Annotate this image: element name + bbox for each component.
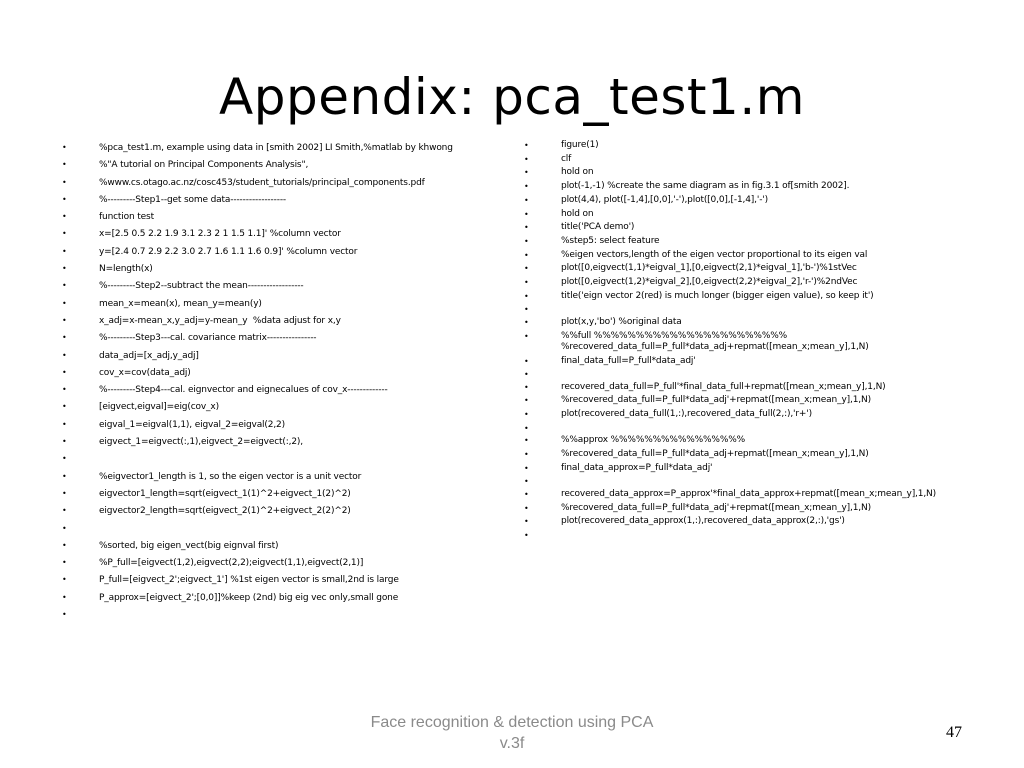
right-code-line-item <box>524 395 964 406</box>
right-code-line-item-text: plot([0,eigvect(1,1)*eigval_1],[0,eigvect(2,1)*eigval_1],'b-')%1stVec <box>561 263 857 274</box>
right-code-line-item <box>524 463 964 474</box>
right-code-line-item <box>524 263 964 274</box>
bullet-icon: • <box>524 423 529 433</box>
right-code-line-item-text: plot(recovered_data_approx(1,:),recovered_data_approx(2,:),'gs') <box>561 516 845 527</box>
left-code-line-item <box>62 540 502 553</box>
bullet-icon: • <box>524 517 529 527</box>
right-code-line-item <box>524 222 964 233</box>
right-code-line-item <box>524 503 964 514</box>
right-code-line-item <box>524 331 964 353</box>
right-code-line-item-text: recovered_data_full=P_full'*final_data_full+repmat([mean_x;mean_y],1,N) <box>561 381 886 392</box>
right-code-line-item-text: hold on <box>561 167 594 178</box>
right-code-line-item-text: plot(-1,-1) %create the same diagram as in fig.3.1 of[smith 2002]. <box>561 181 850 192</box>
left-code-line-item <box>62 557 502 570</box>
bullet-icon: • <box>62 177 67 187</box>
right-code-line-item <box>524 209 964 220</box>
bullet-icon: • <box>62 454 67 464</box>
page-number: 47 <box>946 724 962 741</box>
right-code-line-item-text: %recovered_data_full=P_full*data_adj'+repmat([mean_x;mean_y],1,N) <box>561 502 871 513</box>
left-code-line-item <box>62 177 502 190</box>
right-code-line-item-text: hold on <box>561 208 594 219</box>
left-code-line-item-text: y=[2.4 0.7 2.9 2.2 3.0 2.7 1.6 1.1 1.6 0.9]' %column vector <box>99 246 358 257</box>
left-code-line-item-text: eigvector2_length=sqrt(eigvect_2(1)^2+eigvect_2(2)^2) <box>99 506 351 517</box>
left-code-line-item-text: function test <box>99 212 154 223</box>
left-code-line-item <box>62 436 502 449</box>
left-code-line-item <box>62 246 502 259</box>
bullet-icon: • <box>62 333 67 343</box>
bullet-icon: • <box>524 410 529 420</box>
right-code-line-item <box>524 449 964 460</box>
right-code-line-item <box>524 516 964 527</box>
left-code-line-item <box>62 453 502 466</box>
left-code-line-item-text: data_adj=[x_adj,y_adj] <box>99 350 199 361</box>
left-code-line-item-text: eigvector1_length=sqrt(eigvect_1(1)^2+eigvect_1(2)^2) <box>99 488 351 499</box>
left-code-line-item <box>62 211 502 224</box>
left-code-line-item <box>62 194 502 207</box>
bullet-icon: • <box>524 236 529 246</box>
bullet-icon: • <box>524 154 529 164</box>
bullet-icon: • <box>524 209 529 219</box>
bullet-icon: • <box>62 350 67 360</box>
left-code-line-item <box>62 384 502 397</box>
right-code-line-item-text: plot(x,y,'bo') %original data <box>561 316 682 327</box>
left-code-line-item <box>62 592 502 605</box>
right-code-line-item <box>524 356 964 367</box>
bullet-icon: • <box>62 229 67 239</box>
right-code-line-item <box>524 291 964 302</box>
bullet-icon: • <box>62 419 67 429</box>
left-code-line-item-text: x=[2.5 0.5 2.2 1.9 3.1 2.3 2 1 1.5 1.1]' %column vector <box>99 229 341 240</box>
left-code-line-item-text: %pca_test1.m, example using data in [smith 2002] LI Smith,%matlab by khwong <box>99 143 453 153</box>
left-code-line-item-text: %P_full=[eigvect(1,2),eigvect(2,2);eigvect(1,1),eigvect(2,1)] <box>99 558 364 569</box>
bullet-icon: • <box>62 160 67 170</box>
right-code-line-item <box>524 530 964 540</box>
bullet-icon: • <box>62 194 67 204</box>
left-code-line-item-text: mean_x=mean(x), mean_y=mean(y) <box>99 298 262 309</box>
right-code-line-item <box>524 277 964 288</box>
left-code-line-item-text: x_adj=x-mean_x,y_adj=y-mean_y %data adjust for x,y <box>99 315 341 326</box>
right-code-line-item-text: figure(1) <box>561 140 599 150</box>
left-code-line-item <box>62 298 502 311</box>
bullet-icon: • <box>62 610 67 620</box>
left-code-line-item <box>62 609 502 622</box>
bullet-icon: • <box>62 523 67 533</box>
bullet-icon: • <box>524 370 529 380</box>
right-code-line-item <box>524 382 964 393</box>
left-code-line-item <box>62 574 502 587</box>
bullet-icon: • <box>62 143 67 152</box>
right-code-line-item-text: %%full %%%%%%%%%%%%%%%%%%%%%%% %recovered_data_full=P_full*data_adj+repmat([mean_x;mean_y],1,N) <box>561 330 869 352</box>
left-code-line-item-text: %"A tutorial on Principal Components Analysis", <box>99 160 309 171</box>
left-code-line-item-text: %---------Step4---cal. eignvector and eignecalues of cov_x------------- <box>99 385 388 396</box>
left-code-line-item <box>62 228 502 241</box>
bullet-icon: • <box>524 291 529 301</box>
bullet-icon: • <box>62 488 67 498</box>
left-code-line-item <box>62 280 502 293</box>
bullet-icon: • <box>524 331 529 341</box>
right-code-line-item <box>524 181 964 192</box>
left-code-line-item-text: %---------Step1--get some data------------------ <box>99 194 287 205</box>
left-code-line-item-text: %www.cs.otago.ac.nz/cosc453/student_tutorials/principal_components.pdf <box>99 177 425 188</box>
right-code-line-item <box>524 167 964 178</box>
left-code-line-item <box>62 315 502 328</box>
right-code-line-item-text: title('eign vector 2(red) is much longer (bigger eigen value), so keep it') <box>561 290 874 301</box>
left-code-line-item-text: %---------Step3---cal. covariance matrix---------------- <box>99 333 317 344</box>
bullet-icon: • <box>62 281 67 291</box>
left-code-line-item <box>62 505 502 518</box>
right-code-line-item-text: plot(4,4), plot([-1,4],[0,0],'-'),plot([0,0],[-1,4],'-') <box>561 194 768 205</box>
left-code-line-item <box>62 159 502 172</box>
bullet-icon: • <box>62 367 67 377</box>
right-code-line-item <box>524 476 964 486</box>
bullet-icon: • <box>62 298 67 308</box>
bullet-icon: • <box>62 471 67 481</box>
left-code-line-item-text: %sorted, big eigen_vect(big eignval first) <box>99 540 279 551</box>
bullet-icon: • <box>524 223 529 233</box>
left-code-line-item-text: %eigvector1_length is 1, so the eigen vector is a unit vector <box>99 471 362 482</box>
right-code-line-item <box>524 435 964 446</box>
bullet-icon: • <box>524 278 529 288</box>
bullet-icon: • <box>524 168 529 178</box>
right-code-line-item-text: %%approx %%%%%%%%%%%%%%%% <box>561 435 746 446</box>
bullet-icon: • <box>524 503 529 513</box>
bullet-icon: • <box>524 396 529 406</box>
left-code-line-item <box>62 471 502 484</box>
bullet-icon: • <box>524 463 529 473</box>
left-code-line-item-text: cov_x=cov(data_adj) <box>99 367 191 378</box>
bullet-icon: • <box>524 250 529 260</box>
right-code-line-item <box>524 250 964 261</box>
left-code-line-item <box>62 488 502 501</box>
left-code-line-item-text: N=length(x) <box>99 264 153 275</box>
left-code-line-item-text: eigvect_1=eigvect(:,1),eigvect_2=eigvect(:,2), <box>99 437 304 448</box>
bullet-icon: • <box>62 385 67 395</box>
left-code-line-item <box>62 263 502 276</box>
left-code-line-item-text: [eigvect,eigval]=eig(cov_x) <box>99 402 219 413</box>
right-code-list <box>524 140 964 543</box>
right-code-line-item-text: plot([0,eigvect(1,2)*eigval_2],[0,eigvect(2,2)*eigval_2],'r-')%2ndVec <box>561 277 858 288</box>
bullet-icon: • <box>524 436 529 446</box>
right-code-line-item <box>524 236 964 247</box>
right-code-line-item-text: recovered_data_approx=P_approx'*final_data_approx+repmat([mean_x;mean_y],1,N) <box>561 488 936 499</box>
right-code-line-item <box>524 423 964 433</box>
right-code-line-item-text: %eigen vectors,length of the eigen vector proportional to its eigen val <box>561 249 868 260</box>
bullet-icon: • <box>62 506 67 516</box>
right-code-line-item-text: title('PCA demo') <box>561 222 635 233</box>
bullet-icon: • <box>62 315 67 325</box>
bullet-icon: • <box>524 450 529 460</box>
bullet-icon: • <box>62 246 67 256</box>
right-code-line-item <box>524 489 964 500</box>
left-code-list <box>62 142 502 626</box>
right-code-line-item <box>524 409 964 420</box>
left-code-line-item <box>62 523 502 536</box>
left-code-line-item-text: P_full=[eigvect_2';eigvect_1'] %1st eigen vector is small,2nd is large <box>99 575 399 586</box>
bullet-icon: • <box>62 264 67 274</box>
right-code-line-item <box>524 195 964 206</box>
right-code-line-item-text: clf <box>561 153 572 164</box>
bullet-icon: • <box>62 402 67 412</box>
bullet-icon: • <box>62 558 67 568</box>
bullet-icon: • <box>524 489 529 499</box>
bullet-icon: • <box>524 317 529 327</box>
slide-footer: Face recognition & detection using PCA v.3f <box>370 714 654 752</box>
right-code-line-item-text: %recovered_data_full=P_full*data_adj+repmat([mean_x;mean_y],1,N) <box>561 449 869 460</box>
bullet-icon: • <box>62 592 67 602</box>
bullet-icon: • <box>524 382 529 392</box>
bullet-icon: • <box>62 437 67 447</box>
left-code-line-item <box>62 332 502 345</box>
right-code-line-item <box>524 304 964 314</box>
bullet-icon: • <box>62 575 67 585</box>
left-code-line-item <box>62 419 502 432</box>
right-code-line-item <box>524 154 964 165</box>
right-code-line-item <box>524 140 964 151</box>
left-code-line-item <box>62 142 502 155</box>
right-code-line-item-text: final_data_full=P_full*data_adj' <box>561 355 696 366</box>
bullet-icon: • <box>524 264 529 274</box>
slide-title: Appendix: pca_test1.m <box>219 68 805 126</box>
bullet-icon: • <box>524 531 529 541</box>
bullet-icon: • <box>62 540 67 550</box>
right-code-line-item-text: plot(recovered_data_full(1,:),recovered_data_full(2,:),'r+') <box>561 409 812 420</box>
right-code-line-item <box>524 317 964 328</box>
left-code-line-item <box>62 401 502 414</box>
right-code-line-item <box>524 369 964 379</box>
bullet-icon: • <box>524 141 529 150</box>
bullet-icon: • <box>524 356 529 366</box>
bullet-icon: • <box>62 212 67 222</box>
left-code-line-item <box>62 367 502 380</box>
left-code-line-item-text: P_approx=[eigvect_2';[0,0]]%keep (2nd) big eig vec only,small gone <box>99 592 399 603</box>
right-code-line-item-text: final_data_approx=P_full*data_adj' <box>561 462 713 473</box>
bullet-icon: • <box>524 195 529 205</box>
right-code-line-item-text: %step5: select feature <box>561 235 660 246</box>
right-code-line-item-text: %recovered_data_full=P_full*data_adj'+repmat([mean_x;mean_y],1,N) <box>561 395 871 406</box>
left-code-line-item <box>62 350 502 363</box>
left-code-line-item-text: eigval_1=eigval(1,1), eigval_2=eigval(2,2) <box>99 419 285 430</box>
bullet-icon: • <box>524 305 529 315</box>
left-code-line-item-text: %---------Step2--subtract the mean------------------ <box>99 281 304 292</box>
bullet-icon: • <box>524 477 529 487</box>
bullet-icon: • <box>524 182 529 192</box>
